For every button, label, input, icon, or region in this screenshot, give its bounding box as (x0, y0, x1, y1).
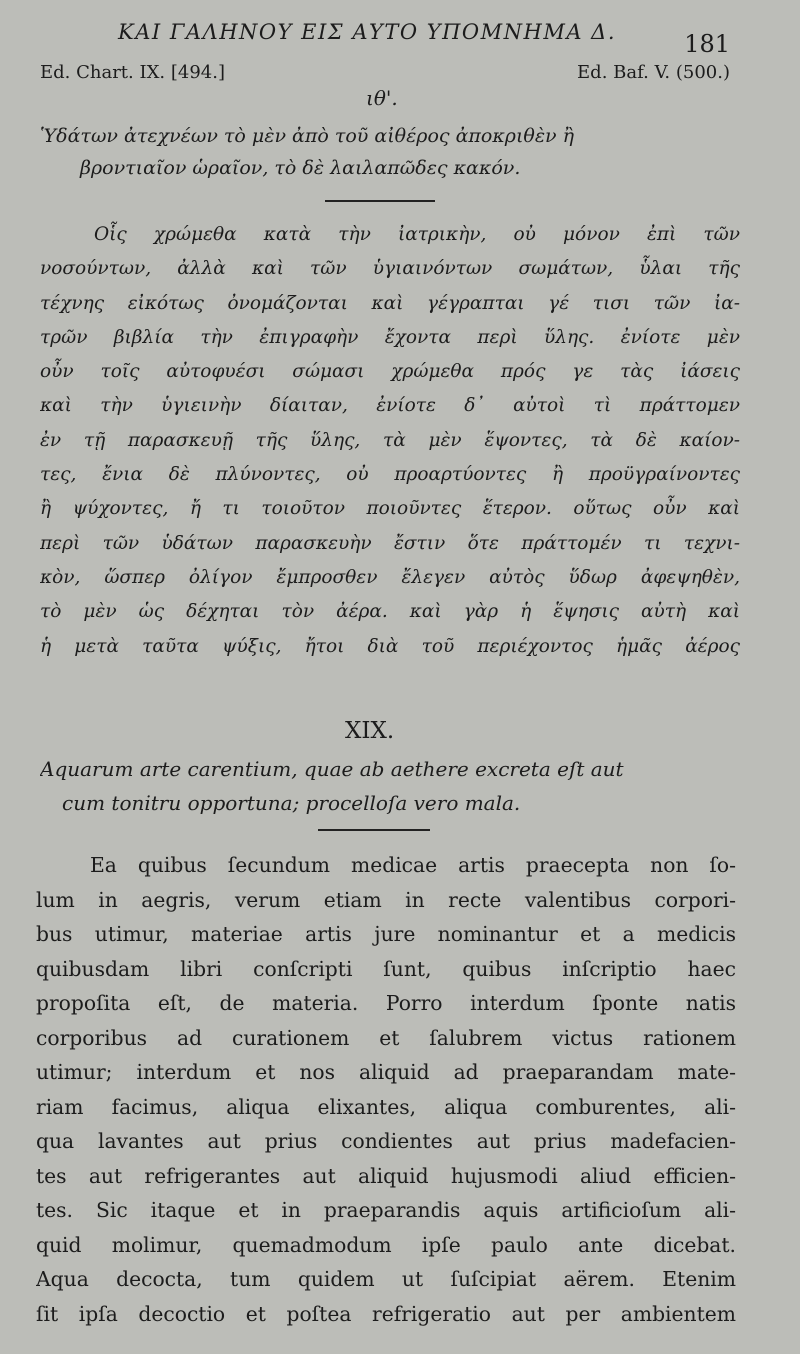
greek-text-line: περὶ τῶν ὑδάτων παρασκευὴν ἔστιν ὅτε πράττομέν τι τεχνι- (40, 532, 740, 554)
greek-text-line: καὶ τὴν ὑγιεινὴν δίαιταν, ἐνίοτε δ᾽ αὐτοὶ τὶ πράττομεν (40, 395, 740, 417)
greek-text-line: κὸν, ὥσπερ ὀλίγον ἔμπροσθεν ἔλεγεν αὐτὸς ὕδωρ ἀφεψηθὲν, (40, 566, 740, 588)
greek-text-line: οὖν τοῖς αὐτοφυέσι σώμασι χρώμεθα πρός γε τὰς ἰάσεις (40, 361, 740, 383)
greek-text-line: ἡ μετὰ ταῦτα ψύξις, ἤτοι διὰ τοῦ περιέχοντος ἡμᾶς ἀέρος (40, 635, 740, 657)
greek-lemma-line: Ὑδάτων ἀτεχνέων τὸ μὲν ἀπὸ τοῦ αἰθέρος ἀποκριθὲν ἢ (40, 125, 575, 147)
latin-lemma-line: cum tonitru opportuna; procelloſa vero mala. (62, 791, 521, 815)
latin-section-number: XIX. (345, 718, 395, 744)
latin-text-line: Aqua decocta, tum quidem ut ſuſcipiat aërem. Etenim (36, 1267, 736, 1291)
greek-text-line: Οἷς χρώμεθα κατὰ τὴν ἰατρικὴν, οὐ μόνον ἐπὶ τῶν (94, 224, 740, 245)
latin-text-line: lum in aegris, verum etiam in recte valentibus corpori- (36, 887, 736, 912)
greek-text-line: ἢ ψύχοντες, ἤ τι τοιοῦτον ποιοῦντες ἕτερον. οὕτως οὖν καὶ (40, 498, 740, 520)
latin-text-line: corporibus ad curationem et ſalubrem victus rationem (36, 1025, 736, 1050)
latin-text-line: quibusdam libri conſcripti ſunt, quibus inſcriptio haec (36, 956, 736, 981)
latin-text-line: bus utimur, materiae artis jure nominantur et a medicis (36, 922, 736, 946)
greek-text-line: νοσούντων, ἀλλὰ καὶ τῶν ὑγιαινόντων σωμάτων, ὗλαι τῆς (40, 258, 740, 280)
latin-text-line: propoſita eſt, de materia. Porro interdum ſponte natis (36, 991, 736, 1015)
running-title: ΚΑΙ ΓΑΛΗΝΟΥ ΕΙΣ ΑΥΤΟ ΥΠΟΜΝΗΜΑ Δ. (118, 20, 617, 44)
latin-text-line: utimur; interdum et nos aliquid ad praeparandam mate- (36, 1060, 736, 1084)
latin-text-line: quid molimur, quemadmodum ipſe paulo ante dicebat. (36, 1232, 736, 1257)
latin-text-line: tes aut refrigerantes aut aliquid hujusmodi aliud efficien- (36, 1163, 736, 1188)
latin-text-line: qua lavantes aut prius condientes aut prius madefacien- (36, 1129, 736, 1153)
greek-lemma (40, 120, 740, 184)
greek-section-number: ιθ'. (366, 86, 398, 110)
latin-text-line: tes. Sic itaque et in praeparandis aquis artificioſum ali- (36, 1198, 736, 1222)
greek-text-line: τέχνης εἰκότως ὀνομάζονται καὶ γέγραπται γέ τισι τῶν ἰα- (40, 292, 740, 314)
greek-text-line: ἐν τῇ παρασκευῇ τῆς ὕλης, τὰ μὲν ἕψοντες, τὰ δὲ καίον- (40, 429, 740, 451)
section-divider (318, 829, 430, 831)
greek-lemma-line: βροντιαῖον ὡραῖον, τὸ δὲ λαιλαπῶδες κακόν. (80, 157, 521, 179)
latin-commentary (36, 848, 736, 1331)
edition-reference-right: Ed. Baf. V. (500.) (577, 62, 730, 83)
greek-text-line: τες, ἔνια δὲ πλύνοντες, οὐ προαρτύοντες ἢ προϋγραίνοντες (40, 464, 740, 486)
section-divider (325, 200, 435, 202)
latin-text-line: riam facimus, aliqua elixantes, aliqua comburentes, ali- (36, 1094, 736, 1119)
latin-lemma-line: Aquarum arte carentium, quae ab aethere excreta eſt aut (40, 757, 624, 781)
greek-text-line: τρῶν βιβλία τὴν ἐπιγραφὴν ἔχοντα περὶ ὕλης. ἐνίοτε μὲν (40, 326, 740, 348)
edition-reference-left: Ed. Chart. IX. [494.] (40, 62, 225, 83)
latin-lemma (40, 752, 740, 820)
greek-text-line: τὸ μὲν ὡς δέχηται τὸν ἀέρα. καὶ γὰρ ἡ ἕψησις αὐτὴ καὶ (40, 601, 740, 623)
page-number: 181 (684, 30, 730, 58)
latin-text-line: Ea quibus ſecundum medicae artis praecepta non ſo- (90, 853, 736, 877)
greek-commentary (40, 218, 740, 664)
latin-text-line: ſit ipſa decoctio et poſtea refrigeratio aut per ambientem (36, 1301, 736, 1326)
